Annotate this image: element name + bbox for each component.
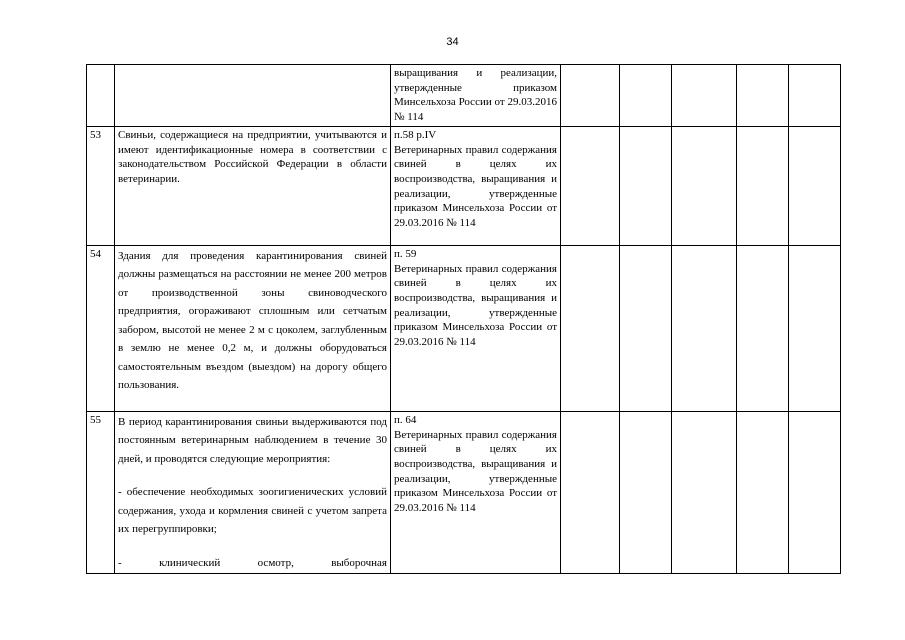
extra-cell-2 [789,411,841,574]
row-number: 53 [87,126,115,245]
answer-na-cell [672,411,737,574]
requirement-paragraph: - клинический осмотр, выборочная [118,556,387,569]
legal-reference [391,126,561,245]
answer-no-cell [620,65,672,127]
extra-cell-2 [789,126,841,245]
table-row [87,126,841,245]
answer-yes-cell [561,65,620,127]
requirement-text [115,126,391,245]
row-number [87,65,115,127]
reference-clause: п. 59 [394,247,417,260]
extra-cell-1 [737,126,789,245]
answer-na-cell [672,65,737,127]
extra-cell-1 [737,411,789,574]
requirement-paragraph: Здания для проведения карантинирования свиней должны размещаться на расстоянии не менее 200 метров от производственной зоны свиноводческого предприятия, огораживают сплошным или сетчатым забором, высотой не менее 2 м с цоколем, заглубленным в землю не менее 0,2 м, и должны оборудоваться самостоятельным въездом (выездом) на дорогу общего пользования. [118,249,387,392]
answer-na-cell [672,245,737,411]
legal-reference [391,245,561,411]
answer-na-cell [672,126,737,245]
reference-body: выращивания и реализации, утвержденные приказом Минсельхоза России от 29.03.2016 № 114 [394,67,557,124]
requirement-paragraph: В период карантинирования свиньи выдерживаются под постоянным ветеринарным наблюдением в течение 30 дней, и проводятся следующие мероприятия: [118,415,387,465]
answer-no-cell [620,245,672,411]
extra-cell-1 [737,245,789,411]
reference-clause: п. 64 [394,413,417,426]
requirement-text [115,245,391,411]
requirement-text [115,411,391,574]
reference-body: Ветеринарных правил содержания свиней в целях их воспроизводства, выращивания и реализации, утвержденные приказом Минсельхоза России от 29.03.2016 № 114 [394,262,557,349]
reference-body: Ветеринарных правил содержания свиней в целях их воспроизводства, выращивания и реализации, утвержденные приказом Минсельхоза России от 29.03.2016 № 114 [394,428,557,515]
table-row [87,411,841,574]
answer-no-cell [620,126,672,245]
answer-yes-cell [561,245,620,411]
answer-no-cell [620,411,672,574]
row-number: 54 [87,245,115,411]
inspection-table [86,64,841,574]
row-number: 55 [87,411,115,574]
requirement-paragraph: - обеспечение необходимых зоогигиенических условий содержания, ухода и кормления свиней с учетом запрета их перегруппировки; [118,486,387,536]
extra-cell-2 [789,245,841,411]
extra-cell-2 [789,65,841,127]
requirement-paragraph: Свиньи, содержащиеся на предприятии, учитываются и имеют идентификационные номера в соответствии с законодательством Российской Федерации в области ветеринарии. [118,128,387,185]
reference-clause: п.58 р.IV [394,128,437,141]
answer-yes-cell [561,126,620,245]
table-row [87,245,841,411]
answer-yes-cell [561,411,620,574]
reference-body: Ветеринарных правил содержания свиней в целях их воспроизводства, выращивания и реализации, утвержденные приказом Минсельхоза России от 29.03.2016 № 114 [394,143,557,230]
extra-cell-1 [737,65,789,127]
table-row [87,65,841,127]
page-number: 34 [446,36,459,48]
requirement-text [115,65,391,127]
legal-reference [391,411,561,574]
legal-reference [391,65,561,127]
